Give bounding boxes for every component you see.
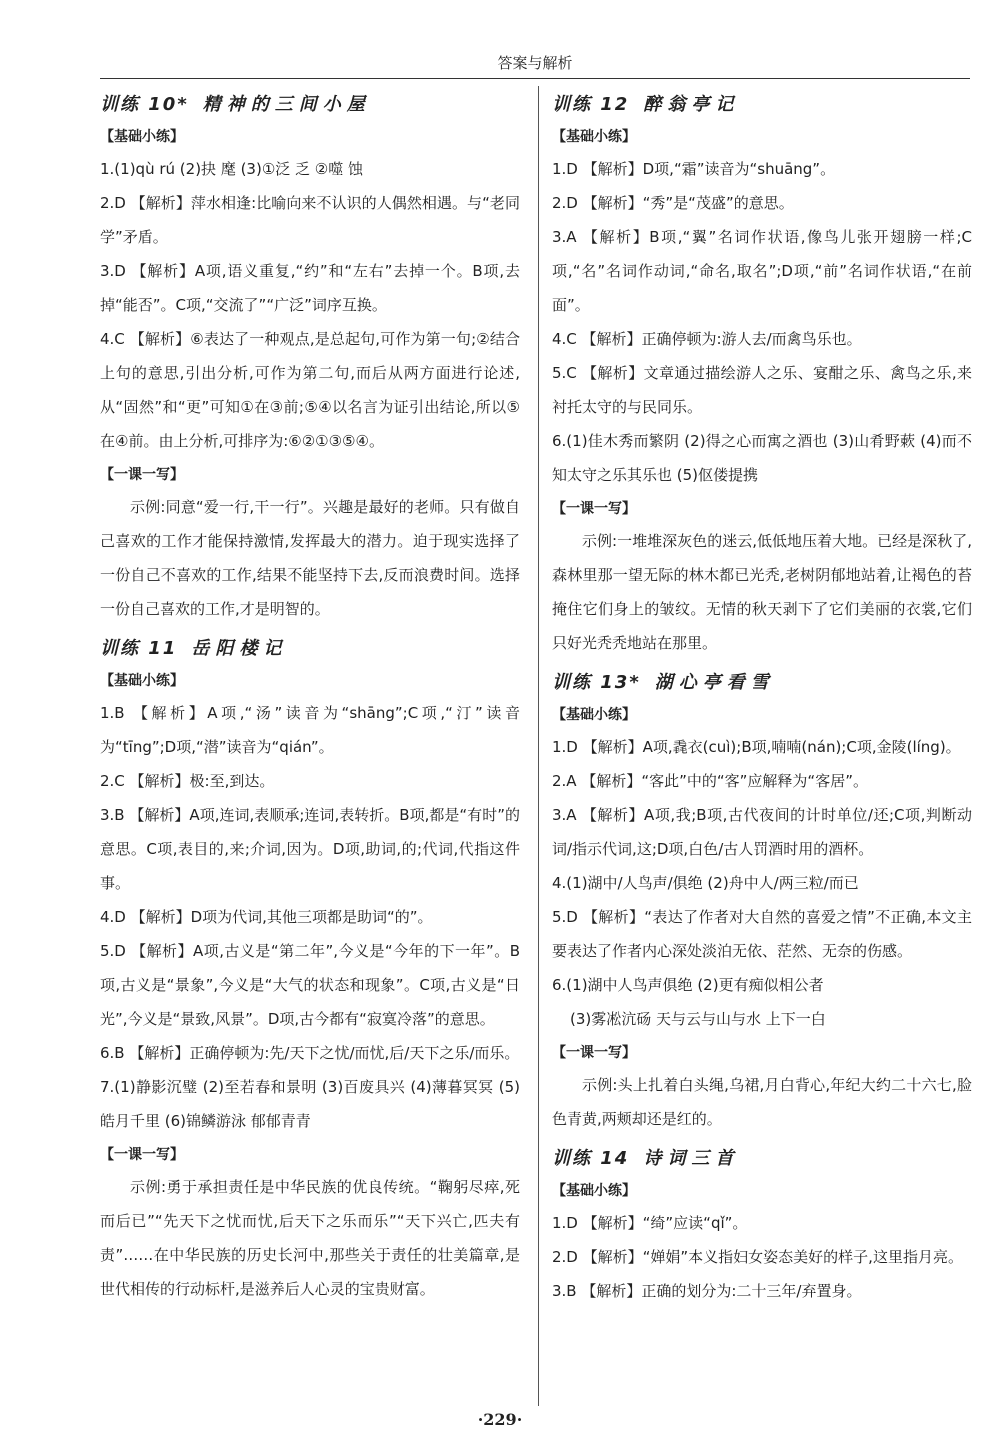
lesson-label: 训练 11 <box>100 638 178 659</box>
answer-item: 6.(1)佳木秀而繁阴 (2)得之心而寓之酒也 (3)山肴野蔌 (4)而不知太守之乐其乐也 (5)伛偻提携 <box>552 432 972 484</box>
lesson-label: 训练 10* <box>100 94 189 115</box>
answer-item: 1.D 【解析】“绮”应读“qǐ”。 <box>552 1214 748 1232</box>
answer-item: 3.B 【解析】正确的划分为:二十三年/弃置身。 <box>552 1282 862 1300</box>
header-title: 答案与解析 <box>497 54 573 72</box>
page-number: ·229· <box>477 1410 523 1429</box>
answer-item: 2.D 【解析】“秀”是“茂盛”的意思。 <box>552 194 794 212</box>
answer-item: 3.A 【解析】B项,“翼”名词作状语,像鸟儿张开翅膀一样;C项,“名”名词作动词,“命名,取名”;D项,“前”名词作状语,“在前面”。 <box>552 228 972 314</box>
lesson-title-11 <box>100 634 520 660</box>
answer-item: 6.(1)湖中人鸟声俱绝 (2)更有痴似相公者 <box>552 976 824 994</box>
column-divider <box>538 86 539 1406</box>
answer-item: 4.(1)湖中/人鸟声/俱绝 (2)舟中人/两三粒/而已 <box>552 874 859 892</box>
answer-item: 3.D 【解析】A项,语义重复,“约”和“左右”去掉一个。B项,去掉“能否”。C项,“交流了”“广泛”词序互换。 <box>100 262 520 314</box>
left-column <box>100 86 520 1306</box>
answer-item: 5.D 【解析】A项,古义是“第二年”,今义是“今年的下一年”。B项,古义是“景象”,今义是“大气的状态和现象”。C项,古义是“日光”,今义是“景致,风景”。D项,古今都有“寂寞冷落”的意思。 <box>100 942 520 1028</box>
section-write: 【一课一写】 <box>100 1147 184 1163</box>
answer-item: 4.C 【解析】正确停顿为:游人去/而禽鸟乐也。 <box>552 330 862 348</box>
answer-item: 5.D 【解析】“表达了作者对大自然的喜爱之情”不正确,本文主要表达了作者内心深处淡泊无依、茫然、无奈的伤感。 <box>552 908 972 960</box>
lesson-name: 诗词三首 <box>643 1148 740 1169</box>
essay-example: 示例:同意“爱一行,干一行”。兴趣是最好的老师。只有做自己喜欢的工作才能保持激情,发挥最大的潜力。迫于现实选择了一份自己不喜欢的工作,结果不能坚持下去,反而浪费时间。选择一份自己喜欢的工作,才是明智的。 <box>100 498 520 618</box>
right-column <box>552 86 972 1308</box>
answer-item: 1.D 【解析】D项,“霜”读音为“shuāng”。 <box>552 160 836 178</box>
lesson-title-14 <box>552 1144 972 1170</box>
section-basic: 【基础小练】 <box>552 1183 636 1199</box>
answer-item: 1.D 【解析】A项,毳衣(cuì);B项,喃喃(nán);C项,金陵(líng)。 <box>552 738 961 756</box>
answer-item: 2.D 【解析】萍水相逢:比喻向来不认识的人偶然相遇。与“老同学”矛盾。 <box>100 194 520 246</box>
lesson-name: 精神的三间小屋 <box>202 94 371 115</box>
section-basic: 【基础小练】 <box>552 707 636 723</box>
answer-item: 2.D 【解析】“婵娟”本义指妇女姿态美好的样子,这里指月亮。 <box>552 1248 963 1266</box>
answer-item: 4.D 【解析】D项为代词,其他三项都是助词“的”。 <box>100 908 433 926</box>
lesson-name: 醉翁亭记 <box>643 94 740 115</box>
lesson-title-12 <box>552 90 972 116</box>
answer-item: 5.C 【解析】文章通过描绘游人之乐、宴酣之乐、禽鸟之乐,来衬托太守的与民同乐。 <box>552 364 972 416</box>
section-basic: 【基础小练】 <box>100 129 184 145</box>
answer-item: 1.(1)qù rú (2)抉 麾 (3)①泛 乏 ②噬 蚀 <box>100 160 364 178</box>
lesson-name: 湖心亭看雪 <box>654 672 775 693</box>
essay-example: 示例:头上扎着白头绳,乌裙,月白背心,年纪大约二十六七,脸色青黄,两颊却还是红的。 <box>552 1076 972 1128</box>
lesson-title-13 <box>552 668 972 694</box>
answer-item: 3.B 【解析】A项,连词,表顺承;连词,表转折。B项,都是“有时”的意思。C项,表目的,来;介词,因为。D项,助词,的;代词,代指这件事。 <box>100 806 520 892</box>
answer-item: 7.(1)静影沉璧 (2)至若春和景明 (3)百废具兴 (4)薄暮冥冥 (5)皓月千里 (6)锦鳞游泳 郁郁青青 <box>100 1078 520 1130</box>
essay-example: 示例:勇于承担责任是中华民族的优良传统。“鞠躬尽瘁,死而后已”“先天下之忧而忧,后天下之乐而乐”“天下兴亡,匹夫有责”……在中华民族的历史长河中,那些关于责任的壮美篇章,是世代相传的行动标杆,是滋养后人心灵的宝贵财富。 <box>100 1178 520 1298</box>
answer-item: (3)雾凇沆砀 天与云与山与水 上下一白 <box>570 1010 826 1028</box>
essay-example: 示例:一堆堆深灰色的迷云,低低地压着大地。已经是深秋了,森林里那一望无际的林木都已光秃,老树阴郁地站着,让褐色的苔掩住它们身上的皱纹。无情的秋天剥下了它们美丽的衣裳,它们只好光秃秃地站在那里。 <box>552 532 972 652</box>
answer-item: 2.A 【解析】“客此”中的“客”应解释为“客居”。 <box>552 772 868 790</box>
lesson-label: 训练 13* <box>552 672 641 693</box>
answer-item: 4.C 【解析】⑥表达了一种观点,是总起句,可作为第一句;②结合上句的意思,引出分析,可作为第二句,而后从两方面进行论述,从“固然”和“更”可知①在③前;⑤④以名言为证引出结论,所以⑤在④前。由上分析,可排序为:⑥②①③⑤④。 <box>100 330 520 450</box>
answer-item: 2.C 【解析】极:至,到达。 <box>100 772 275 790</box>
section-write: 【一课一写】 <box>552 1045 636 1061</box>
lesson-label: 训练 12 <box>552 94 630 115</box>
answer-item: 1.B 【解析】A项,“汤”读音为“shāng”;C项,“汀”读音为“tīng”;D项,“潜”读音为“qián”。 <box>100 704 520 756</box>
section-basic: 【基础小练】 <box>552 129 636 145</box>
lesson-title-10 <box>100 90 520 116</box>
section-write: 【一课一写】 <box>100 467 184 483</box>
answer-item: 6.B 【解析】正确停顿为:先/天下之忧/而忧,后/天下之乐/而乐。 <box>100 1044 520 1062</box>
section-basic: 【基础小练】 <box>100 673 184 689</box>
section-write: 【一课一写】 <box>552 501 636 517</box>
lesson-name: 岳阳楼记 <box>191 638 288 659</box>
lesson-label: 训练 14 <box>552 1148 630 1169</box>
page-header <box>100 48 970 79</box>
answer-item: 3.A 【解析】A项,我;B项,古代夜间的计时单位/还;C项,判断动词/指示代词,这;D项,白色/古人罚酒时用的酒杯。 <box>552 806 972 858</box>
